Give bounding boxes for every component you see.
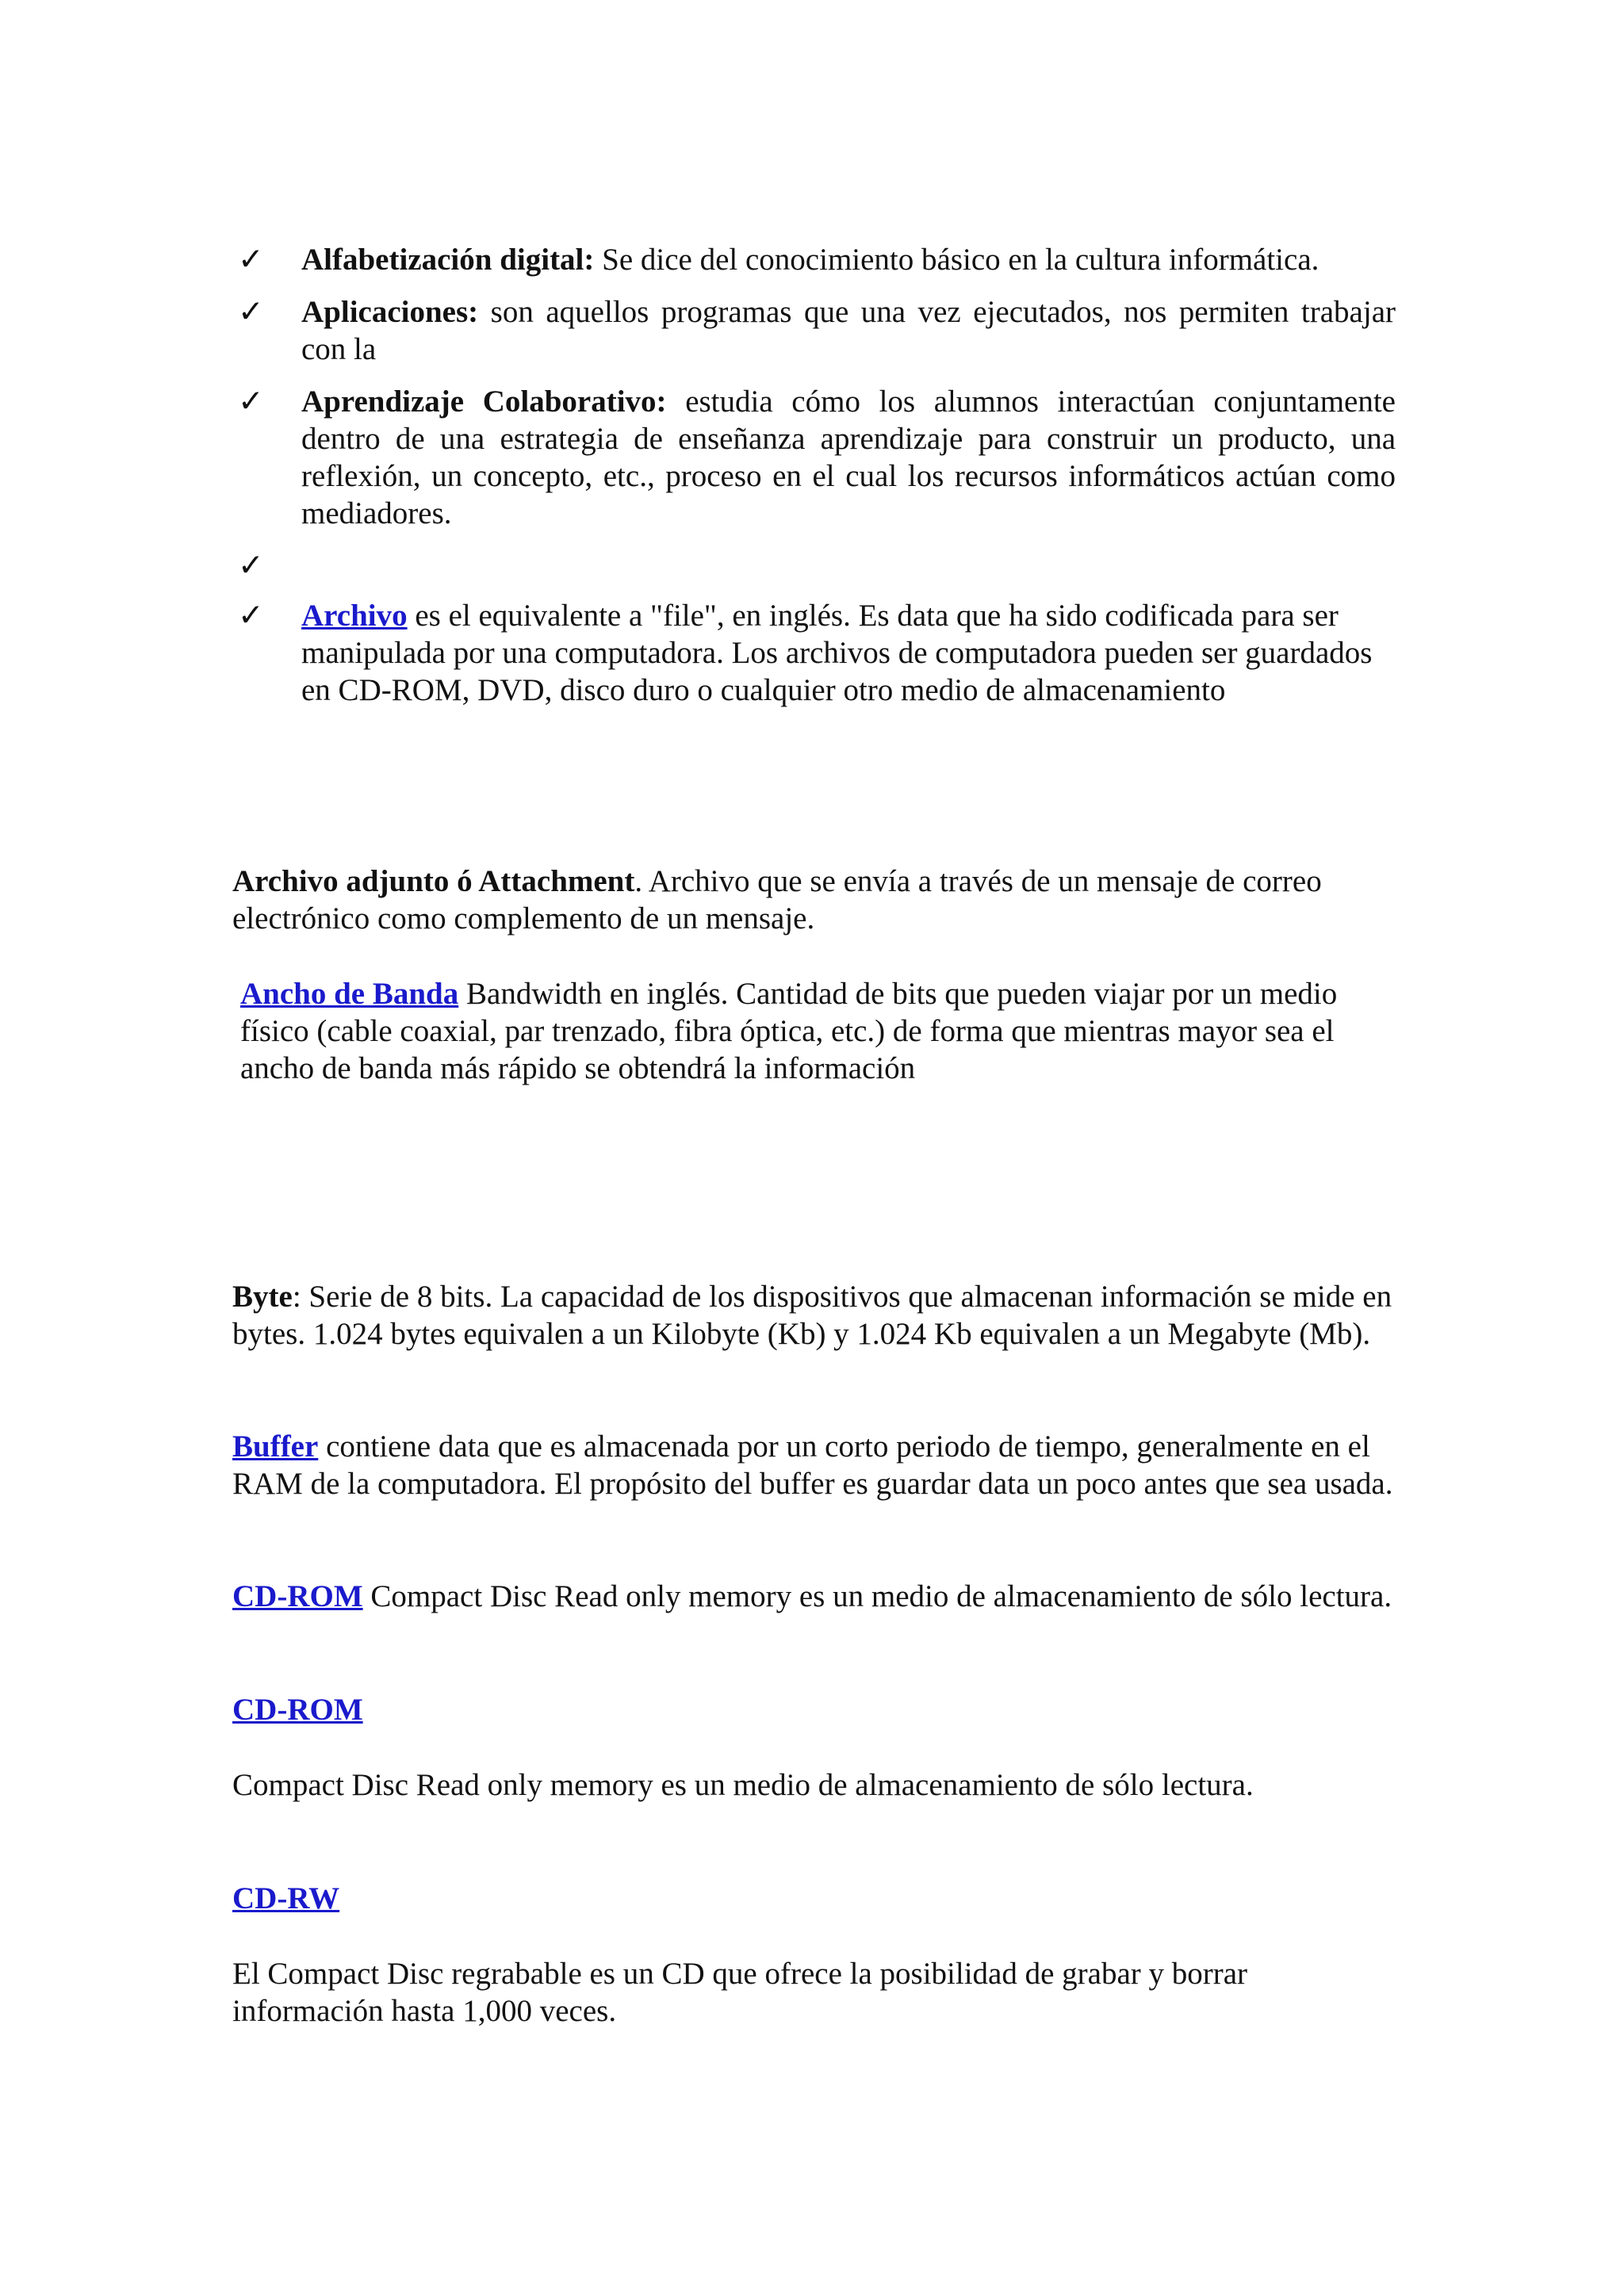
- entry-cd-rom: [232, 1578, 1398, 1615]
- definition-text: estudia cómo los alumnos interactúan conjuntamente dentro de una estrategia de enseñanza aprendizaje para construir un producto, una reflexión, un concepto, etc., proceso en el cual los recursos informáticos actúan como mediadores.: [301, 385, 1396, 530]
- link-cd-rom[interactable]: CD-ROM: [232, 1579, 363, 1613]
- entry-buffer: [232, 1428, 1398, 1502]
- definition-text: Compact Disc Read only memory es un medio de almacenamiento de sólo lectura.: [232, 1768, 1254, 1802]
- link-archivo[interactable]: Archivo: [301, 599, 408, 633]
- list-item: [238, 293, 1396, 368]
- checkmark-icon: ✓: [238, 295, 264, 329]
- definition-text: : Serie de 8 bits. La capacidad de los dispositivos que almacenan información se mide en bytes. 1.024 bytes equivalen a un Kilobyte (Kb) y 1.024 Kb equivalen a un Megabyte (Mb).: [232, 1280, 1392, 1351]
- list-item: [238, 597, 1396, 709]
- term-alfabetizacion-digital: Alfabetización digital:: [301, 243, 595, 277]
- definition-text: . Archivo que se envía a través de un mensaje de correo electrónico como complemento de un mensaje.: [232, 864, 1322, 936]
- definition-text: contiene data que es almacenada por un corto periodo de tiempo, generalmente en el RAM de la computadora. El propósito del buffer es guardar data un poco antes que sea usada.: [232, 1429, 1393, 1501]
- definition-text: Bandwidth en inglés. Cantidad de bits que pueden viajar por un medio físico (cable coaxial, par trenzado, fibra óptica, etc.) de forma que mientras mayor sea el ancho de banda más rápido se obtendrá la información: [240, 977, 1338, 1085]
- definition-text: Se dice del conocimiento básico en la cultura informática.: [594, 243, 1320, 277]
- list-item: [238, 241, 1396, 278]
- list-item: [238, 383, 1396, 532]
- definition-text: es el equivalente a "file", en inglés. Es data que ha sido codificada para ser manipulada por una computadora. Los archivos de computadora pueden ser guardados en CD-ROM, DVD, disco duro o cualquier otro medio de almacenamiento: [301, 599, 1373, 707]
- term-aplicaciones: Aplicaciones:: [301, 295, 479, 329]
- link-cd-rom-heading[interactable]: CD-ROM: [232, 1693, 363, 1727]
- term-aprendizaje-colaborativo: Aprendizaje Colaborativo:: [301, 385, 667, 419]
- definition-text: Compact Disc Read only memory es un medio de almacenamiento de sólo lectura.: [362, 1579, 1392, 1613]
- checkmark-icon: ✓: [238, 243, 264, 277]
- link-buffer[interactable]: Buffer: [232, 1429, 319, 1464]
- entry-byte: [232, 1278, 1398, 1353]
- glossary-checklist: [238, 241, 1396, 724]
- entry-ancho-de-banda: [232, 975, 1398, 1087]
- term-archivo-adjunto: Archivo adjunto ó Attachment: [232, 864, 635, 898]
- definition-text: son aquellos programas que una vez ejecutados, nos permiten trabajar con la: [301, 295, 1396, 366]
- heading-cd-rw: [232, 1880, 1398, 1917]
- link-cd-rw[interactable]: CD-RW: [232, 1881, 340, 1915]
- list-item-empty: [238, 547, 1396, 584]
- link-ancho-de-banda[interactable]: Ancho de Banda: [240, 977, 459, 1011]
- entry-cd-rom-definition: [232, 1766, 1398, 1804]
- term-byte: Byte: [232, 1280, 293, 1314]
- entry-archivo-adjunto: [232, 863, 1398, 937]
- heading-cd-rom: [232, 1691, 1398, 1728]
- definition-text: El Compact Disc regrabable es un CD que ofrece la posibilidad de grabar y borrar información hasta 1,000 veces.: [232, 1957, 1248, 2028]
- entry-cd-rw-definition: [232, 1955, 1398, 2030]
- checkmark-icon: ✓: [238, 385, 264, 419]
- checkmark-icon: ✓: [238, 549, 264, 583]
- checkmark-icon: ✓: [238, 599, 264, 633]
